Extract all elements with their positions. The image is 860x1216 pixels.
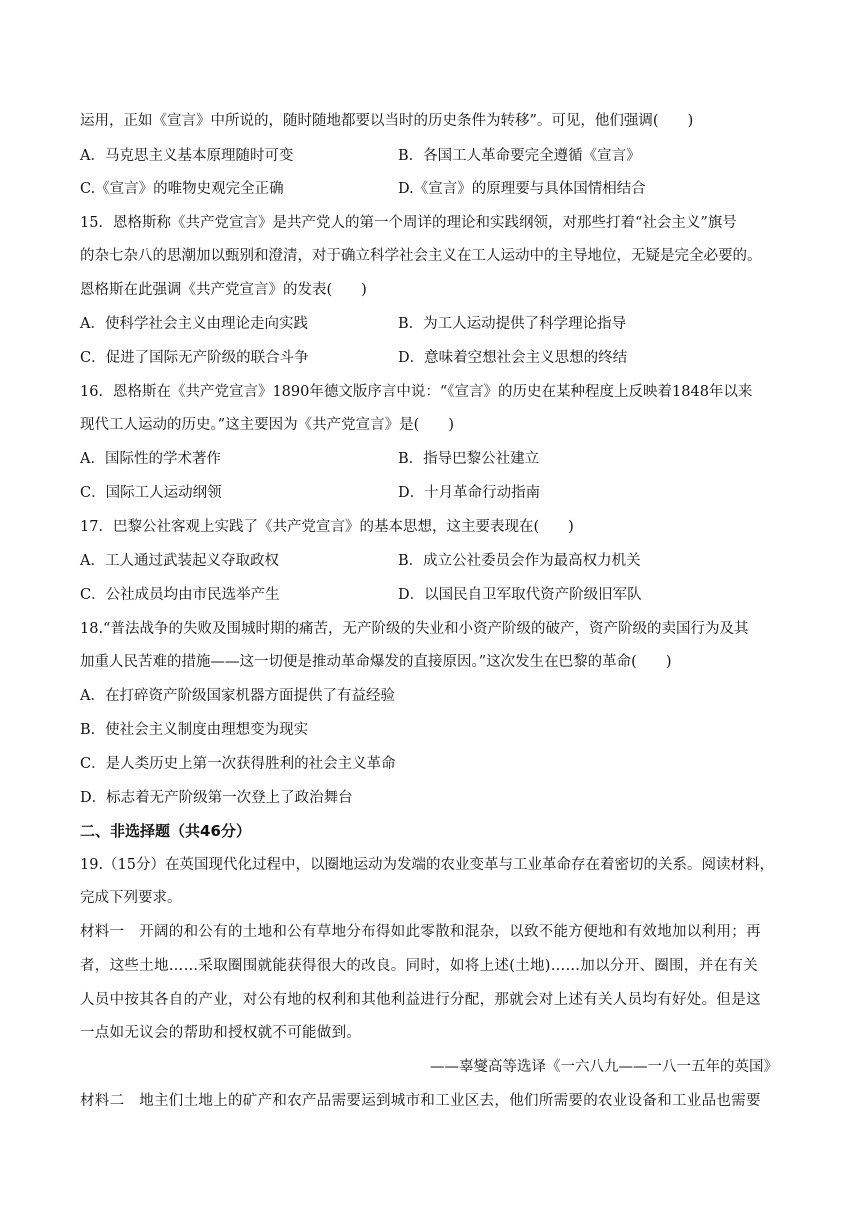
q15-stem-line-2: 的杂七杂八的思潮加以甄别和澄清，对于确立科学社会主义在工人运动中的主导地位，无疑是完全必要的。 [80,248,762,264]
q15-option-b: B．为工人运动提供了科学理论指导 [398,316,627,332]
q15-stem-line-3: 恩格斯在此强调《共产党宣言》的发表( ) [80,282,367,298]
q17-stem-line-1: 17．巴黎公社客观上实践了《共产党宣言》的基本思想，这主要表现在( ) [80,519,574,535]
q17-option-a: A．工人通过武装起义夺取政权 [80,553,279,569]
material-1-source: ——辜燮高等选译《一六八九——一八一五年的英国》 [430,1059,778,1075]
q18-stem-line-2: 加重人民苦难的措施——这一切便是推动革命爆发的直接原因。”这次发生在巴黎的革命( ) [80,654,672,670]
q15-option-c: C．促进了国际无产阶级的联合斗争 [80,350,309,366]
q18-option-c: C．是人类历史上第一次获得胜利的社会主义革命 [80,756,396,772]
material-1-line-3: 人员中按其各自的产业，对公有地的权利和其他利益进行分配，那就会对上述有关人员均有好处。但是这 [80,992,761,1008]
q15-option-a: A．使科学社会主义由理论走向实践 [80,316,308,332]
q16-option-c: C．国际工人运动纲领 [80,485,222,501]
section-heading-non-choice: 二、非选择题（共46分） [80,822,251,840]
q14-option-d: D.《宣言》的原理要与具体国情相结合 [398,181,646,197]
q14-stem-continuation: 运用，正如《宣言》中所说的，随时随地都要以当时的历史条件为转移”。可见，他们强调( ) [80,113,694,129]
q14-option-c: C.《宣言》的唯物史观完全正确 [80,181,284,197]
q15-option-d: D．意味着空想社会主义思想的终结 [398,350,628,366]
q16-stem-line-2: 现代工人运动的历史。”这主要因为《共产党宣言》是( ) [80,417,454,433]
q16-option-a: A．国际性的学术著作 [80,451,221,467]
q18-stem-line-1: 18.“普法战争的失败及围城时期的痛苦，无产阶级的失业和小资产阶级的破产，资产阶级的卖国行为及其 [80,621,749,637]
q14-option-a: A．马克思主义基本原理随时可变 [80,148,294,164]
material-1-line-4: 一点如无议会的帮助和授权就不可能做到。 [80,1025,362,1041]
q16-stem-line-1: 16．恩格斯在《共产党宣言》1890年德文版序言中说：“《宣言》的历史在某种程度上反映着1848年以来 [80,384,753,400]
q16-option-d: D．十月革命行动指南 [398,485,541,501]
q19-stem-line-1: 19.（15分）在英国现代化过程中，以圈地运动为发端的农业变革与工业革命存在着密切的关系。阅读材料， [80,857,775,873]
material-2-line-1: 材料二 地主们土地上的矿产和农产品需要运到城市和工业区去，他们所需要的农业设备和工业品也需要 [80,1093,761,1109]
q15-stem-line-1: 15．恩格斯称《共产党宣言》是共产党人的第一个周详的理论和实践纲领，对那些打着“社会主义”旗号 [80,215,737,231]
q14-option-b: B．各国工人革命要完全遵循《宣言》 [398,148,641,164]
q17-option-c: C．公社成员均由市民选举产生 [80,587,280,603]
q17-option-d: D．以国民自卫军取代资产阶级旧军队 [398,587,642,603]
q17-option-b: B．成立公社委员会作为最高权力机关 [398,553,641,569]
material-1-line-2: 者，这些土地……采取圈围就能获得很大的改良。同时，如将上述(土地)……加以分开、圈围，并在有关 [80,958,758,974]
q16-option-b: B．指导巴黎公社建立 [398,451,540,467]
q18-option-a: A．在打碎资产阶级国家机器方面提供了有益经验 [80,688,395,704]
q18-option-d: D．标志着无产阶级第一次登上了政治舞台 [80,790,353,806]
q18-option-b: B．使社会主义制度由理想变为现实 [80,722,309,738]
q19-stem-line-2: 完成下列要求。 [80,890,182,906]
material-1-line-1: 材料一 开阔的和公有的土地和公有草地分布得如此零散和混杂，以致不能方便地和有效地加以利用；再 [80,924,761,940]
